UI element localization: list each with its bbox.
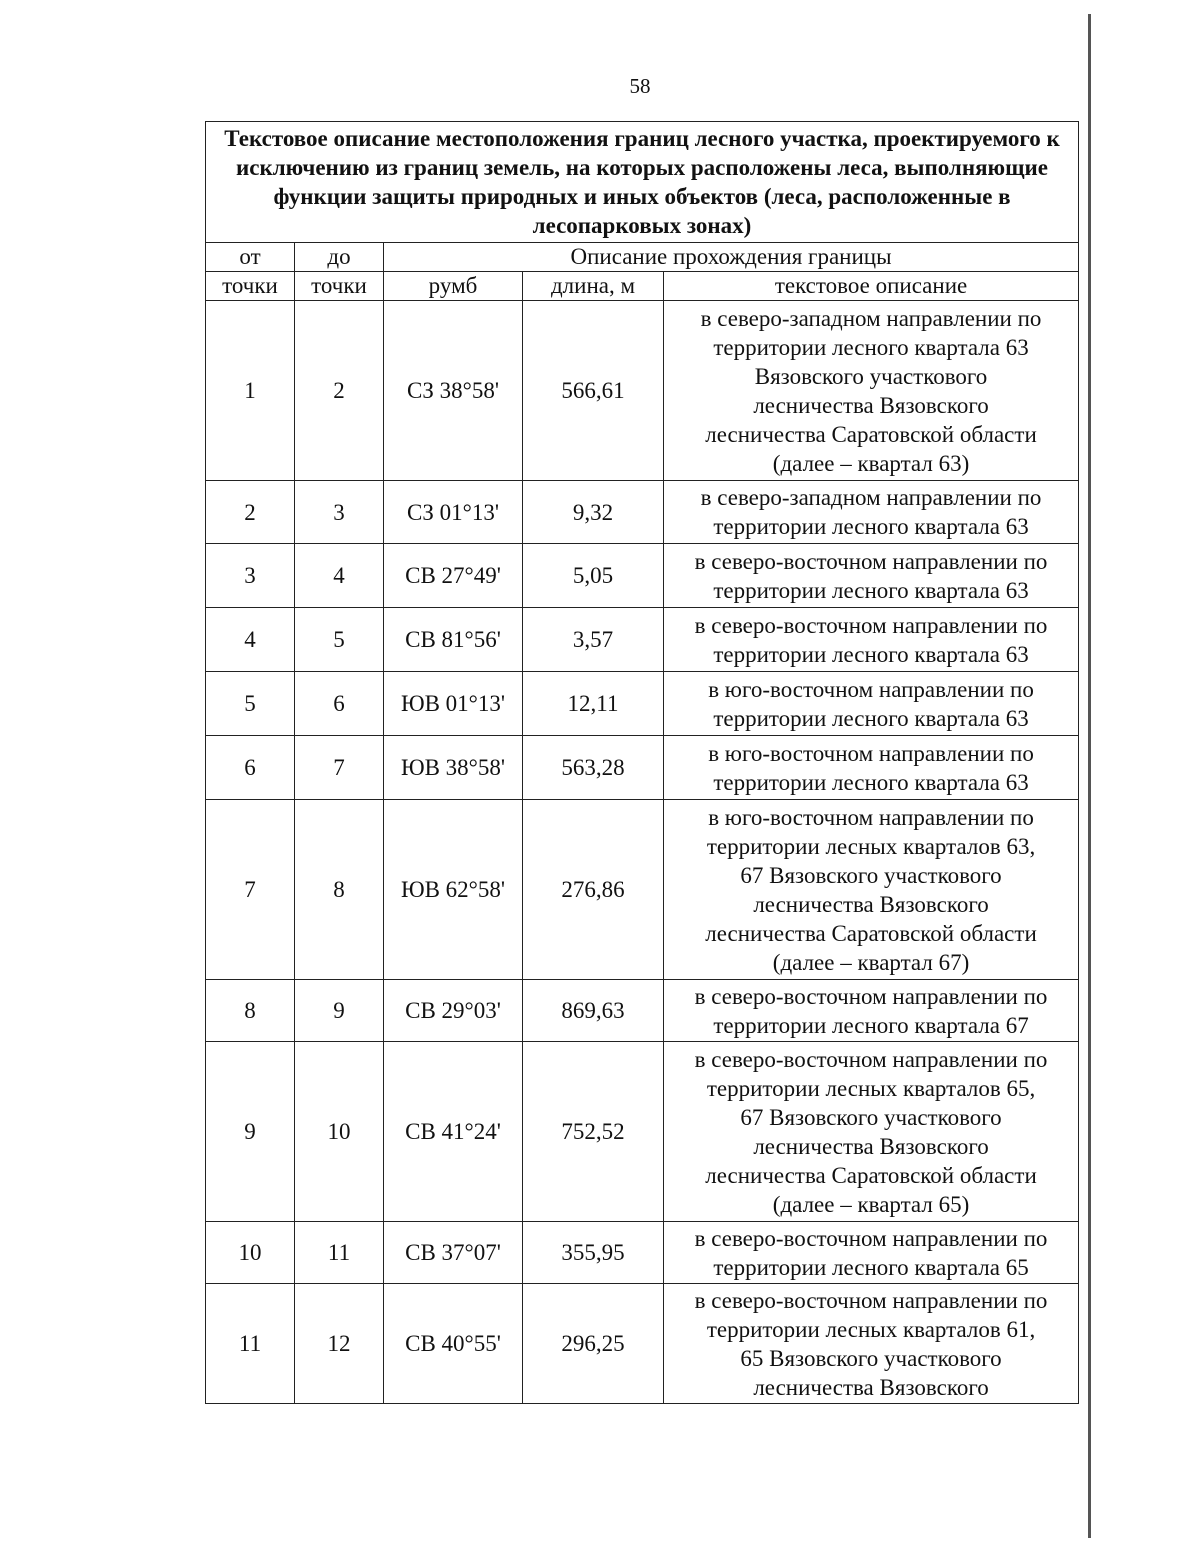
cell-to-point: 8 [295,800,384,980]
cell-text-description: в юго-восточном направлении по территории лесного квартала 63 [664,672,1079,736]
header-to-bottom: точки [295,272,384,301]
cell-to-point: 11 [295,1222,384,1284]
cell-to-point: 9 [295,980,384,1042]
cell-from-point: 6 [206,736,295,800]
cell-text-description: в северо-восточном направлении по территории лесных кварталов 61, 65 Вязовского участкового лесничества Вязовского [664,1284,1079,1404]
cell-bearing: ЮВ 38°58' [384,736,523,800]
cell-from-point: 5 [206,672,295,736]
cell-to-point: 4 [295,544,384,608]
cell-bearing: ЮВ 62°58' [384,800,523,980]
table-row [206,736,1079,800]
cell-bearing: СЗ 38°58' [384,301,523,481]
cell-text-description: в северо-восточном направлении по территории лесного квартала 67 [664,980,1079,1042]
cell-text-description: в юго-восточном направлении по территории лесного квартала 63 [664,736,1079,800]
cell-from-point: 3 [206,544,295,608]
cell-bearing: ЮВ 01°13' [384,672,523,736]
cell-from-point: 8 [206,980,295,1042]
cell-length: 296,25 [523,1284,664,1404]
cell-from-point: 10 [206,1222,295,1284]
cell-length: 9,32 [523,481,664,544]
cell-to-point: 6 [295,672,384,736]
cell-from-point: 9 [206,1042,295,1222]
scan-edge-line [1088,14,1091,1538]
header-row-top [206,243,1079,272]
cell-from-point: 1 [206,301,295,481]
cell-length: 276,86 [523,800,664,980]
header-boundary-group: Описание прохождения границы [384,243,1079,272]
cell-bearing: СЗ 01°13' [384,481,523,544]
cell-text-description: в северо-восточном направлении по территории лесных кварталов 65, 67 Вязовского участкового лесничества Вязовского лесничества Саратовской области (далее – квартал 65) [664,1042,1079,1222]
cell-length: 566,61 [523,301,664,481]
cell-length: 563,28 [523,736,664,800]
cell-text-description: в северо-западном направлении по территории лесного квартала 63 Вязовского участкового лесничества Вязовского лесничества Саратовской области (далее – квартал 63) [664,301,1079,481]
cell-text-description: в северо-восточном направлении по территории лесного квартала 63 [664,544,1079,608]
cell-to-point: 3 [295,481,384,544]
cell-bearing: СВ 40°55' [384,1284,523,1404]
table-caption-row [206,122,1079,243]
cell-length: 12,11 [523,672,664,736]
table-row [206,980,1079,1042]
cell-text-description: в северо-восточном направлении по территории лесного квартала 63 [664,608,1079,672]
cell-from-point: 7 [206,800,295,980]
table-row [206,481,1079,544]
table-row [206,1222,1079,1284]
cell-length: 752,52 [523,1042,664,1222]
table-row [206,544,1079,608]
cell-from-point: 11 [206,1284,295,1404]
cell-bearing: СВ 37°07' [384,1222,523,1284]
page-number: 58 [629,74,651,98]
cell-to-point: 5 [295,608,384,672]
table-row [206,1042,1079,1222]
table-row [206,608,1079,672]
table-row [206,301,1079,481]
header-text-description: текстовое описание [664,272,1079,301]
cell-bearing: СВ 81°56' [384,608,523,672]
cell-bearing: СВ 27°49' [384,544,523,608]
header-to-top: до [295,243,384,272]
cell-length: 869,63 [523,980,664,1042]
header-bearing: румб [384,272,523,301]
table-row [206,672,1079,736]
cell-from-point: 4 [206,608,295,672]
cell-text-description: в юго-восточном направлении по территории лесных кварталов 63, 67 Вязовского участкового лесничества Вязовского лесничества Саратовской области (далее – квартал 67) [664,800,1079,980]
header-from-top: от [206,243,295,272]
cell-to-point: 12 [295,1284,384,1404]
cell-to-point: 10 [295,1042,384,1222]
header-length: длина, м [523,272,664,301]
table-row [206,800,1079,980]
table-title: Текстовое описание местоположения границ лесного участка, проектируемого к исключению из границ земель, на которых расположены леса, выполняющие функции защиты природных и иных объектов (леса, расположенные в лесопарковых зонах) [206,122,1079,243]
cell-from-point: 2 [206,481,295,544]
cell-to-point: 7 [295,736,384,800]
cell-bearing: СВ 41°24' [384,1042,523,1222]
header-row-bottom [206,272,1079,301]
boundary-description-table [205,121,1079,1404]
table-row [206,1284,1079,1404]
cell-length: 5,05 [523,544,664,608]
cell-text-description: в северо-западном направлении по территории лесного квартала 63 [664,481,1079,544]
cell-length: 3,57 [523,608,664,672]
header-from-bottom: точки [206,272,295,301]
cell-to-point: 2 [295,301,384,481]
cell-text-description: в северо-восточном направлении по территории лесного квартала 65 [664,1222,1079,1284]
cell-bearing: СВ 29°03' [384,980,523,1042]
cell-length: 355,95 [523,1222,664,1284]
